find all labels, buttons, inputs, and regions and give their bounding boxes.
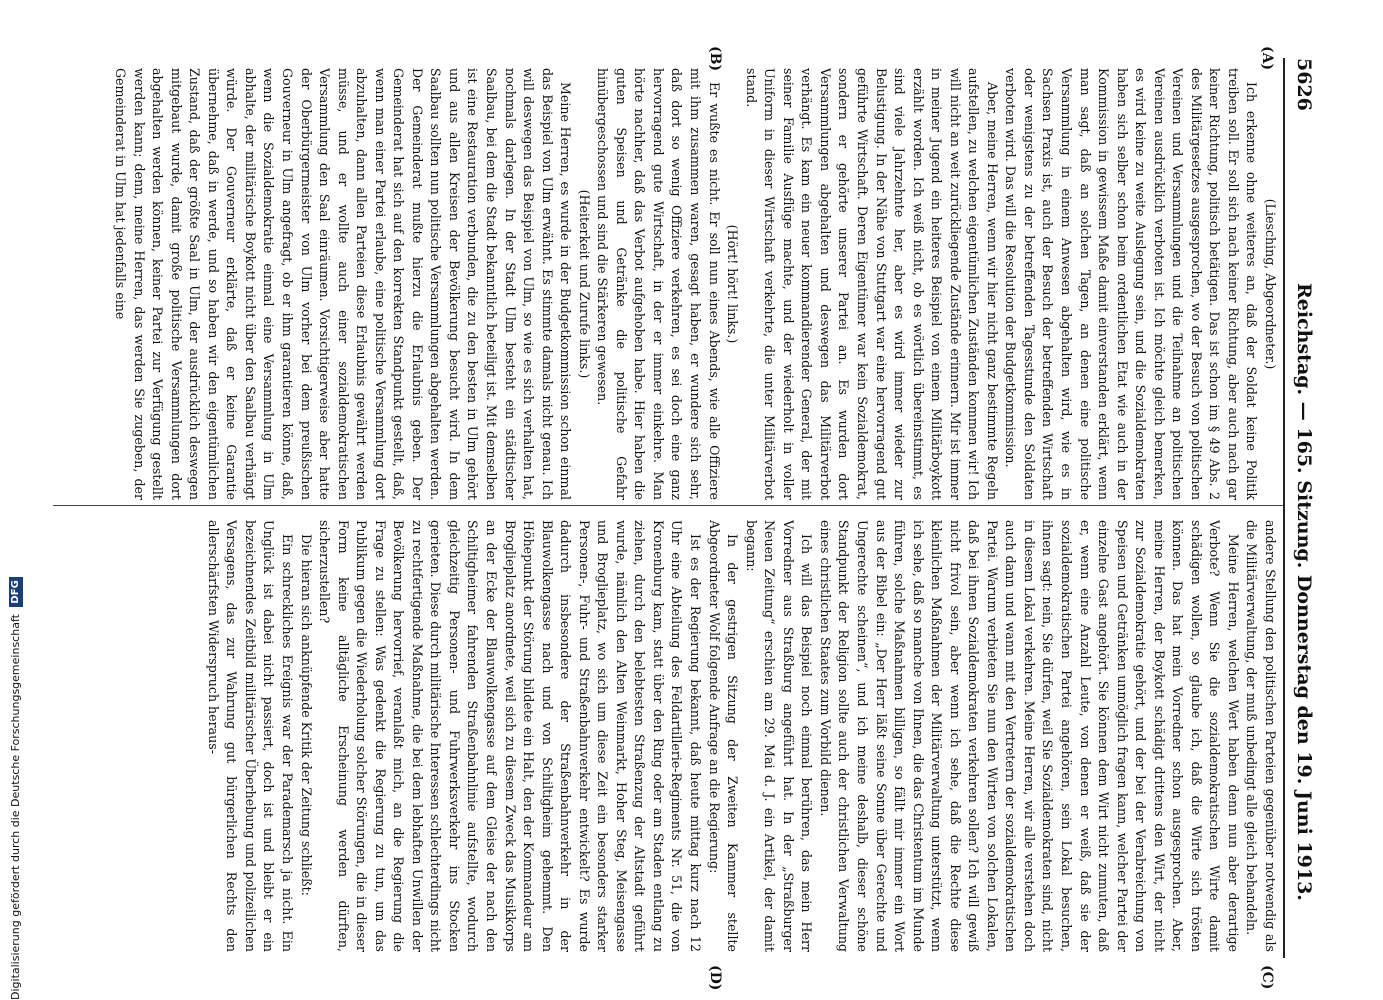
funding-strip: [7, 0, 25, 1000]
speaker-line: (Liesching, Abgeordneter.): [1263, 198, 1278, 370]
page-number: 5626: [1293, 58, 1315, 111]
margin-letter-d: (D): [707, 965, 723, 991]
right-column: [54, 520, 1279, 952]
paragraph: Er wußte es nicht. Er soll nun eines Abends, wie alle Offiziere mit ihm zusammen waren, gesagt haben, er wundere sich sehr, daß dort so wenig Offiziere verkehren, es sei doch eine ganz hervorragend gute Wirtschaft, in der er immer einkehre. Man hörte nachher, daß das Verbot aufgehoben habe. Hier haben die guten Speisen und Getränke die politische Gefahr hinübergeschossen und sind die Stärkeren gewesen.: [595, 68, 722, 500]
quotation: Ein schreckliches Ereignis war der Parademarsch ja nicht. Ein Unglück ist dabei nicht passiert, doch ist und bleibt er ein bezeichnendes Zeitbild militärischer Überhebung und polizeilichen Versagens, das zur Wahrung gut bürgerlichen Rechts den allerschärfsten Widerspruch heraus-: [205, 520, 296, 952]
interjection: (Heiterkeit und Zurufe links.): [576, 189, 592, 379]
paragraph: Ich erkenne ohne weiteres an, daß der Soldat keine Politik treiben soll. Er soll sich nach keiner Richtung, aber auch nach gar keiner Richtung, politisch betätigen. Das ist schon im § 49 Abs. 2 des Militärgesetzes ausgesprochen, wo der Besuch von politischen Vereinen und Versammlungen und die Teilnahme an politischen Vereinen ausdrücklich verboten ist. Ich möchte gleich bemerken, es wird keine zu weite Auslegung sein, und die Sozialdemokraten haben sich selber schon beim ordentlichen Etat wie auch in der Kommission in gewissem Maße damit einverstanden erklärt, wenn man sagt, daß an solchen Tagen, an denen eine politische Versammlung in einem Anwesen abgehalten wird, wie es in Sachsen Praxis ist, auch der Besuch der betreffenden Wirtschaft oder wenigstens zu der betreffenden Tagesstunde den Soldaten verboten wird. Das will die Resolution der Budgetkommission.: [1003, 68, 1260, 500]
dfg-logo: DFG: [9, 577, 23, 606]
margin-letter-a: (A): [1259, 46, 1275, 71]
margin-letter-b: (B): [707, 46, 723, 72]
paragraph: andere Stellung den politischen Parteien gegenüber notwendig als die Militärverwaltung, der muß unbedingt alle gleich behandeln.: [1244, 520, 1278, 952]
paragraph: Die hieran sich anknüpfende Kritik der Zeitung schließt:: [298, 534, 314, 896]
page-header: [1285, 58, 1315, 958]
paragraph: Aber, meine Herren, wenn wir hier nicht ganz bestimmte Regeln aufstellen, zu welchen eigentümlichen Zuständen kommen wir! Ich will nicht an weit zurückliegende Zustände erinnern. Mir ist immer in meiner Jugend ein heiteres Beispiel von einem Militärboykott erzählt worden. Ich weiß nicht, ob es wörtlich übereinstimmt, es sind viele Jahrzehnte her, aber es wird immer wieder zur Belustigung. In der Nähe von Stuttgart war eine hervorragend gut geführte Wirtschaft. Deren Eigentümer war kein Sozialdemokrat, sondern er gehörte unserer Partei an. Es wurden dort Versammlungen abgehalten und deswegen das Militärverbot verhängt. Es kam ein neuer kommandierender General, der mit seiner Familie Ausflüge machte, und der wiederholt in voller Uniform in dieser Wirtschaft verkehrte, die unter Militärverbot stand.: [743, 68, 1000, 500]
margin-letter-c: (C): [1259, 965, 1275, 990]
paragraph: Meine Herren, es wurde in der Budgetkommission schon einmal das Beispiel von Ulm erwähnt. Es stimmte damals nicht genau. Ich will deswegen das Beispiel von Ulm, so wie es sich verhalten hat, nochmals darlegen. In der Stadt Ulm besteht ein städtischer Saalbau, bei dem die Stadt bekanntlich beteiligt ist. Mit demselben ist eine Restauration verbunden, die zu den besten in Ulm gehört und aus allen Kreisen der Bevölkerung besucht wird. In dem Saalbau sollten nun politische Versammlungen abgehalten werden. Der Gemeinderat mußte hierzu die Erlaubnis geben. Der Gemeinderat hat sich auf den korrekten Standpunkt gestellt, daß, wenn man einer Partei erlaube, eine politische Versammlung dort abzuhalten, dann allen Parteien diese Erlaubnis gewährt werden müsse, und er wollte auch einer sozialdemokratischen Versammlung den Saal einräumen. Vorsichtigerweise aber hatte der Oberbürgermeister von Ulm vorher bei dem preußischen Gouverneur in Ulm angefragt, ob er ihm garantieren könne, daß, wenn die Sozialdemokratie einmal eine Versammlung in Ulm abhalte, der militärische Boykott nicht über den Saalbau verhängt würde. Der Gouverneur erklärte, daß er keine Garantie übernehme, daß in werde, und so haben wir den eigentümlichen Zustand, daß der größte Saal in Ulm, der ausdrücklich deswegen mitgebaut wurde, damit große politische Versammlungen dort abgehalten werden können, keiner Partei zur Verfügung gestellt werden kann; denn, meine Herren, das werden Sie zugeben, der Gemeinderat in Ulm hat jedenfalls eine: [113, 68, 574, 500]
quotation: In der gestrigen Sitzung der Zweiten Kammer stellte Abgeordneter Wolf folgende Anfrage an die Regierung:: [706, 520, 741, 952]
quotation: Ist es der Regierung bekannt, daß heute mittag kurz nach 12 Uhr eine Abteilung des Feldartillerie-Regiments Nr. 51, die von Kronenburg kam, statt über den Ring oder am Staden entlang zu ziehen, durch den belebtesten Straßenzug der Altstadt geführt wurde, nämlich den Alten Weinmarkt, Hoher Steg, Meisengasse und Broglieplatz, wo sich um diese Zeit ein besonders starker Personen-, Fuhr- und Straßenbahnverkehr entwickelt? Es wurde dadurch insbesondere der Straßenbahnverkehr in der Blauwolkengasse nach und von Schiltigheim gehemmt. Den Höhepunkt der Störung bildete ein Halt, den der Kommandeur am Broglieplatz anordnete, weil sich zu diesem Zweck das Musikkorps an der Ecke der Blauwolkengasse auf dem Gleise der nach den Schiltigheimer fahrenden Straßenbahnlinie aufstellte, wodurch gleichzeitig Personen- und Fuhrwerksverkehr ins Stocken gerieten. Diese durch militärische Interessen schlechterdings nicht zu rechtfertigende Maßnahme, die bei dem lebhaften Unwillen der Bevölkerung hervorrief, veranlaßt mich, an die Regierung die Frage zu stellen: Was gedenkt die Regierung zu tun, um das Publikum gegen die Wiederholung solcher Störungen, die in dieser Form keine alltägliche Erscheinung werden dürften, sicherzustellen?: [317, 520, 704, 952]
paragraph: Ich will das Beispiel noch einmal berühren, das mein Herr Vorredner aus Straßburg angeführt hat. In der „Straßburger Neuen Zeitung“ erschien am 29. Mai d. J. ein Artikel, der damit begann:: [743, 520, 815, 952]
left-column: [54, 68, 1279, 500]
header-rule: [1283, 58, 1285, 958]
interjection: (Hört! hört! links.): [725, 224, 741, 344]
page-title: Reichstag. — 165. Sitzung. Donnerstag den 19. Juni 1913.: [1293, 283, 1315, 901]
funding-note: Digitalisierung gefördert durch die Deutsche Forschungsgemeinschaft: [9, 614, 22, 1000]
paragraph: Meine Herren, welchen Wert haben denn nun aber derartige Verbote? Wenn Sie die sozialdemokratischen Wirte damit schädigen wollen, so glaube ich, daß die Wirte sich trösten können. Das hat mein Vorredner schon ausgesprochen. Aber, meine Herren, der Boykott schädigt drittens den Wirt, der nicht zur Sozialdemokratie gehört, und der bei der Verabreichung von Speisen und Getränken unmöglich fragen kann, welcher Partei der einzelne Gast angehört. Sie können dem Wirt nicht zumuten, daß er, wenn eine Anzahl Leute, von denen er weiß, daß sie der sozialdemokratischen Partei angehören, sein Lokal besuchen, ihnen sagt: nein, Sie dürfen, weil Sie Sozialdemokraten sind, nicht in diesem Lokal verkehren. Meine Herren, wir alle verstehen doch auch dann und wann mit den Vertretern der sozialdemokratischen Partei. Warum verbieten Sie nun den Wirten von solchen Lokalen, daß bei ihnen Sozialdemokraten verkehren sollen? Ich will gewiß nicht frivol sein, aber wenn ich sehe, daß die Rechte diese kleinlichen Maßnahmen der Militärverwaltung unterstützt, wenn ich sehe, daß so manche von Ihnen, die das Christentum im Munde führen, solche Maßnahmen billigen, so fällt mir immer ein Wort aus der Bibel ein: „Der Herr läßt seine Sonne über Gerechte und Ungerechte scheinen“, und ich meine deshalb, dieser schöne Standpunkt der Religion sollte auch der christlichen Verwaltung eines christlichen Staates zum Vorbild dienen.: [817, 520, 1241, 952]
column-divider: [53, 505, 1283, 506]
